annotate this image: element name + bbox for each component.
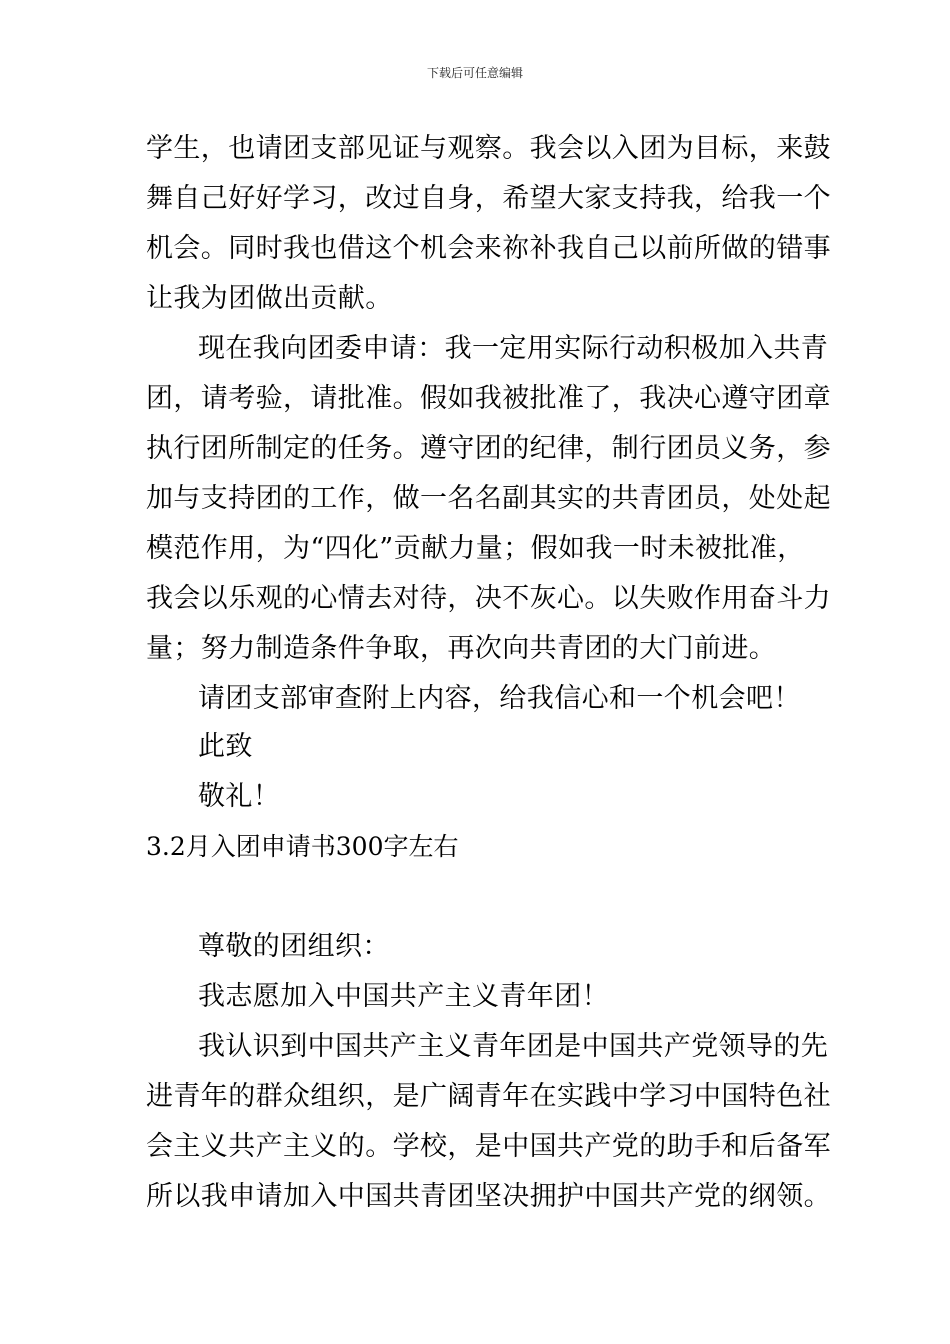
paragraph-line: 所以我申请加入中国共青团坚决拥护中国共产党的纲领。: [146, 1181, 831, 1212]
paragraph-line: 模范作用，为“四化”贡献力量；假如我一时未被批准，: [146, 533, 805, 564]
paragraph-line: 让我为团做出贡献。: [146, 283, 393, 314]
paragraph-line: 舞自己好好学习，改过自身，希望大家支持我，给我一个: [146, 183, 831, 214]
paragraph-line: 团，请考验，请批准。假如我被批准了，我决心遵守团章: [146, 383, 831, 414]
paragraph-line: 执行团所制定的任务。遵守团的纪律，制行团员义务，参: [146, 433, 831, 464]
paragraph-line: 请团支部审查附上内容，给我信心和一个机会吧！: [198, 683, 801, 714]
paragraph-line: 机会。同时我也借这个机会来祢补我自己以前所做的错事: [146, 233, 831, 264]
paragraph-line: 加与支持团的工作，做一名名副其实的共青团员，处处起: [146, 483, 831, 514]
paragraph-line: 我认识到中国共产主义青年团是中国共产党领导的先: [198, 1031, 829, 1062]
closing-line: 敬礼！: [198, 781, 281, 812]
paragraph-line: 会主义共产主义的。学校，是中国共产党的助手和后备军: [146, 1131, 831, 1162]
paragraph-line: 进青年的群众组织，是广阔青年在实践中学习中国特色社: [146, 1081, 831, 1112]
paragraph-line: 学生，也请团支部见证与观察。我会以入团为目标，来鼓: [146, 133, 831, 164]
salutation-line: 尊敬的团组织：: [198, 931, 390, 962]
paragraph-line: 量；努力制造条件争取，再次向共青团的大门前进。: [146, 633, 777, 664]
closing-line: 此致: [198, 731, 253, 762]
section-heading: 3.2月入团申请书300字左右: [146, 832, 459, 861]
header-note: 下载后可任意编辑: [426, 66, 523, 80]
paragraph-line: 我会以乐观的心情去对待，决不灰心。以失败作用奋斗力: [146, 583, 831, 614]
paragraph-line: 现在我向团委申请：我一定用实际行动积极加入共青: [198, 333, 829, 364]
paragraph-line: 我志愿加入中国共产主义青年团！: [198, 981, 609, 1012]
